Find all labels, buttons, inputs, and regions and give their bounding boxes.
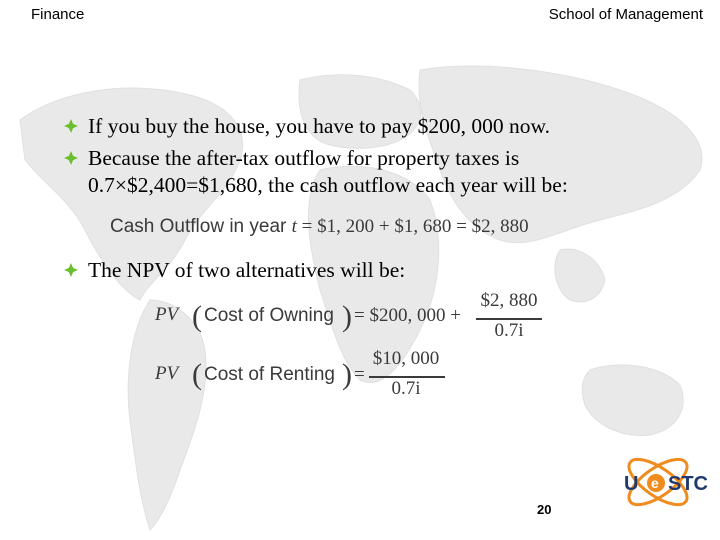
owning-denominator-var: i (518, 320, 524, 341)
uestc-logo (618, 440, 720, 524)
equation-rhs: = $1, 200 + $1, 680 = $2, 880 (296, 216, 529, 237)
right-paren: ) (342, 358, 352, 391)
left-paren: ( (192, 300, 202, 333)
renting-equals: = (354, 364, 365, 385)
bullet-text-buy-house: If you buy the house, you have to pay $200, 000 now. (88, 114, 550, 138)
bullet-text-npv: The NPV of two alternatives will be: (88, 258, 406, 282)
pv-label: PV (155, 363, 179, 384)
bullet-diamond-icon (63, 150, 79, 166)
svg-text:e: e (651, 475, 659, 491)
page-number: 20 (537, 502, 552, 517)
cost-of-renting-label: Cost of Renting (204, 364, 335, 385)
header-school-name: School of Management (548, 6, 703, 23)
bullet-text-after-tax: Because the after-tax outflow for property taxes is (88, 146, 520, 170)
header-course-title: Finance (31, 6, 85, 23)
left-paren: ( (192, 358, 202, 391)
owning-denominator-coef: 0.7 (494, 320, 519, 341)
pv-label: PV (155, 304, 179, 325)
right-paren: ) (342, 300, 352, 333)
logo-letter-u: U (624, 473, 639, 495)
owning-equals-rhs: = $200, 000 + (354, 305, 461, 326)
renting-denominator-coef: 0.7 (391, 378, 416, 399)
bullet-diamond-icon (63, 118, 79, 134)
cost-of-owning-label: Cost of Owning (204, 305, 334, 326)
renting-numerator: $10, 000 (372, 348, 440, 369)
owning-numerator: $2, 880 (480, 290, 538, 311)
equation-variable-t: t (291, 216, 297, 237)
equation-label: Cash Outflow in year (110, 216, 292, 237)
renting-denominator-var: i (415, 378, 421, 399)
logo-letters-stc: STC (668, 473, 708, 495)
bullet-text-cash-outflow: 0.7×$2,400=$1,680, the cash outflow each year will be: (88, 173, 568, 197)
equation-cash-outflow (110, 216, 529, 238)
bullet-diamond-icon (63, 262, 79, 278)
